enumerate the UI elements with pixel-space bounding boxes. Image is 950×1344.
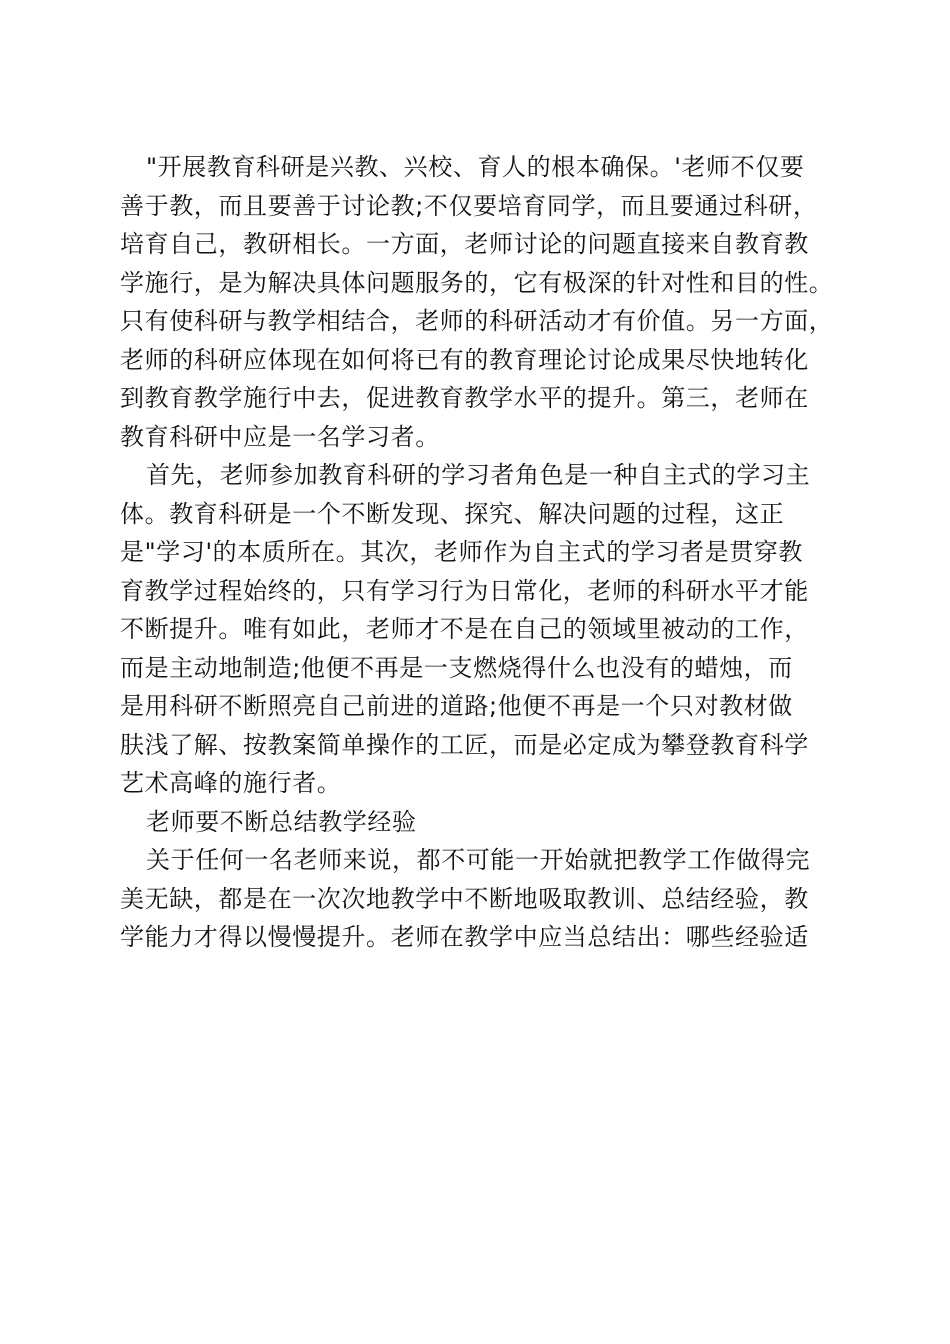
text-line: 善于教，而且要善于讨论教;不仅要培育同学，而且要通过科研， bbox=[120, 191, 818, 220]
text-line: 不断提升。唯有如此，老师才不是在自己的领域里被动的工作， bbox=[120, 615, 809, 643]
text-line: 培育自己，教研相长。一方面，老师讨论的问题直接来自教育教 bbox=[120, 230, 809, 258]
text-line: 艺术高峰的施行者。 bbox=[120, 769, 342, 797]
text-line: 是"学习'的本质所在。其次，老师作为自主式的学习者是贯穿教 bbox=[120, 538, 804, 566]
text-line: 而是主动地制造;他便不再是一支燃烧得什么也没有的蜡烛，而 bbox=[120, 653, 793, 682]
document-body bbox=[120, 148, 840, 957]
text-line: 关于任何一名老师来说，都不可能一开始就把教学工作做得完 bbox=[146, 846, 811, 874]
section-heading: 老师要不断总结教学经验 bbox=[146, 807, 417, 836]
text-line: 只有使科研与教学相结合，老师的科研活动才有价值。另一方面， bbox=[120, 307, 834, 335]
text-line: 学能力才得以慢慢提升。老师在教学中应当总结出：哪些经验适 bbox=[120, 923, 809, 951]
text-line: 美无缺，都是在一次次地教学中不断地吸取教训、总结经验，教 bbox=[120, 884, 809, 913]
text-line: 育教学过程始终的，只有学习行为日常化，老师的科研水平才能 bbox=[120, 576, 809, 605]
text-line: 首先，老师参加教育科研的学习者角色是一种自主式的学习主 bbox=[146, 461, 811, 489]
text-line: 体。教育科研是一个不断发现、探究、解决问题的过程，这正 bbox=[120, 499, 785, 528]
text-line: 是用科研不断照亮自己前进的道路;他便不再是一个只对教材做 bbox=[120, 692, 793, 720]
text-line: 老师的科研应体现在如何将已有的教育理论讨论成果尽快地转化 bbox=[120, 345, 809, 374]
text-line: 肤浅了解、按教案简单操作的工匠，而是必定成为攀登教育科学 bbox=[120, 730, 809, 759]
text-line: 到教育教学施行中去，促进教育教学水平的提升。第三，老师在 bbox=[120, 384, 809, 412]
text-line: "开展教育科研是兴教、兴校、育人的根本确保。'老师不仅要 bbox=[146, 153, 805, 181]
text-line: 学施行，是为解决具体问题服务的，它有极深的针对性和目的性。 bbox=[120, 268, 834, 297]
text-line: 教育科研中应是一名学习者。 bbox=[120, 422, 440, 451]
